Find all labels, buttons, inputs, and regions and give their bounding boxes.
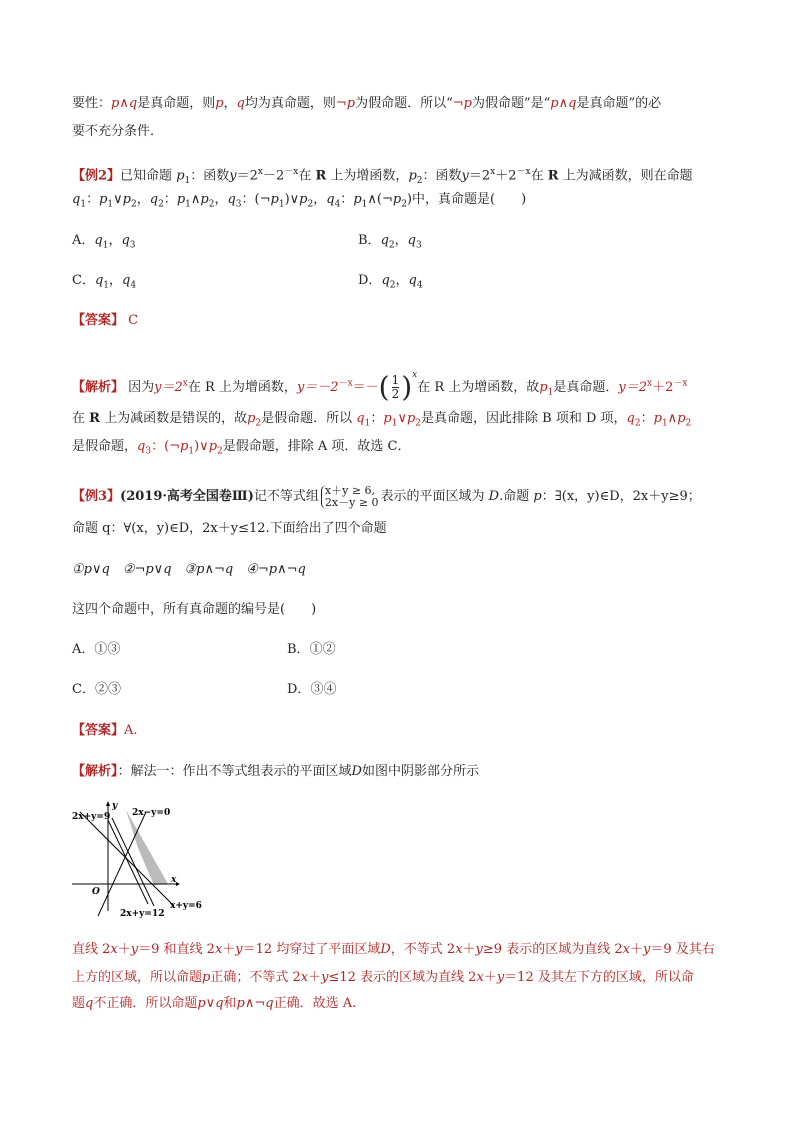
example-3-choice-b: B．①②: [287, 642, 336, 657]
label-2x-y-12: 2x+y=12: [120, 909, 165, 919]
example-2-choice-a: A．$q_1$，$q_3$: [72, 233, 136, 251]
y-axis-arrow: [106, 801, 110, 806]
example-3-final-line-2: 上方的区域，所以命题p正确；不等式 2x＋y≤12 表示的区域为直线 2x＋y＝12 及其左下方的区域，所以命: [72, 970, 694, 985]
example-2-line-1: 【例2】已知命题 $p_1$：函数$y=2^x-2^{-x}$在 R 上为增函数，$p_2$：函数$y=2^x+2^{-x}$在 R 上为减函数，则在命题: [72, 167, 693, 186]
fraction-one-half: $\frac{1}{2}$: [391, 373, 400, 401]
example-3-propositions: ①p∨q ②¬p∨q ③p∧¬q ④¬p∧¬q: [72, 562, 306, 577]
example-3-line-1: 【例3】(2019·高考全国卷Ⅲ)记不等式组 x＋y ≥ 6, 2x－y ≥ 0 表示的平面区域为 D.命题 p：∃(x，y)∈D，2x＋y≥9；: [72, 483, 701, 509]
intro-line-1: 要性：p∧q是真命题，则p，q均为真命题，则¬p为假命题．所以“¬p为假命题”是“p∧q是真命题”的必: [72, 96, 662, 111]
example-3-choice-a: A．①③: [72, 642, 121, 657]
shaded-region: [126, 808, 171, 885]
label-y-axis: y: [112, 801, 118, 811]
label-2x-minus-y-0: 2x−y=0: [132, 808, 171, 818]
example-3-final-line-3: 题q不正确．所以命题p∨q和p∧¬q正确．故选 A.: [72, 996, 357, 1011]
label-origin: O: [92, 887, 100, 897]
example-3-choice-c: C．②③: [72, 682, 121, 697]
label-x-y-6: x+y=6: [170, 901, 202, 911]
label-2x-y-9: 2x+y=9: [72, 812, 111, 822]
example-2-line-2: $q_1$：$p_1\vee p_2$，$q_2$：$p_1\wedge p_2$，$q_3$：$(\neg p_1)\vee p_2$，$q_4$：$p_1\wedge(\neg p_2)$中，真命题是( ): [72, 192, 527, 210]
example-3-tag: 【例3】: [72, 489, 121, 504]
example-2-answer: 【答案】 C: [72, 313, 139, 328]
example-3-line-2: 命题 q：∀(x，y)∈D，2x＋y≤12.下面给出了四个命题: [72, 521, 387, 536]
example-3-final-line-1: 直线 2x＋y＝9 和直线 2x＋y＝12 均穿过了平面区域D，不等式 2x＋y≥9 表示的区域为直线 2x＋y＝9 及其右: [72, 942, 715, 957]
inequality-system: x＋y ≥ 6, 2x－y ≥ 0: [321, 485, 379, 509]
example-3-analysis-head: 【解析】：解法一：作出不等式组表示的平面区域D如图中阴影部分所示: [72, 764, 479, 779]
example-3-question: 这四个命题中，所有真命题的编号是( ): [72, 602, 317, 617]
example-3-choice-d: D．③④: [287, 682, 337, 697]
example-2-tag: 【例2】: [72, 168, 121, 184]
line-2x-minus-y-0: [98, 812, 146, 916]
line-2x-y-9: [108, 820, 148, 904]
example-3-answer: 【答案】A.: [72, 723, 138, 738]
example-2-choice-b: B．$q_2$，$q_3$: [358, 233, 422, 251]
intro-line-2: 要不充分条件．: [72, 124, 164, 139]
example-3-source: (2019·高考全国卷Ⅲ): [120, 489, 254, 504]
example-2-analysis-line-2: 在 R 上为减函数是错误的，故$p_2$是假命题．所以 $q_1$：$p_1\vee p_2$是真命题，因此排除 B 项和 D 项，$q_2$：$p_1\wedge p_2$: [72, 411, 692, 429]
example-2-choice-c: C．$q_1$，$q_4$: [72, 273, 137, 291]
example-2-choice-d: D．$q_2$，$q_4$: [358, 273, 423, 291]
example-2-analysis-line-1: 【解析】 因为$y=2^x$在 R 上为增函数，$y=-2^{-x}=-$( $\frac{1}{2}$ )$^x$在 R 上为增函数，故$p_1$是真命题．$y=2^x+2^{-x}$: [72, 370, 688, 404]
feasible-region-figure: [68, 798, 208, 928]
x-axis-arrow: [176, 882, 180, 886]
label-x-axis: x: [171, 875, 177, 885]
example-2-analysis-line-3: 是假命题，$q_3$：$(\neg p_1)\vee p_2$是假命题，排除 A 项．故选 C．: [72, 439, 411, 457]
